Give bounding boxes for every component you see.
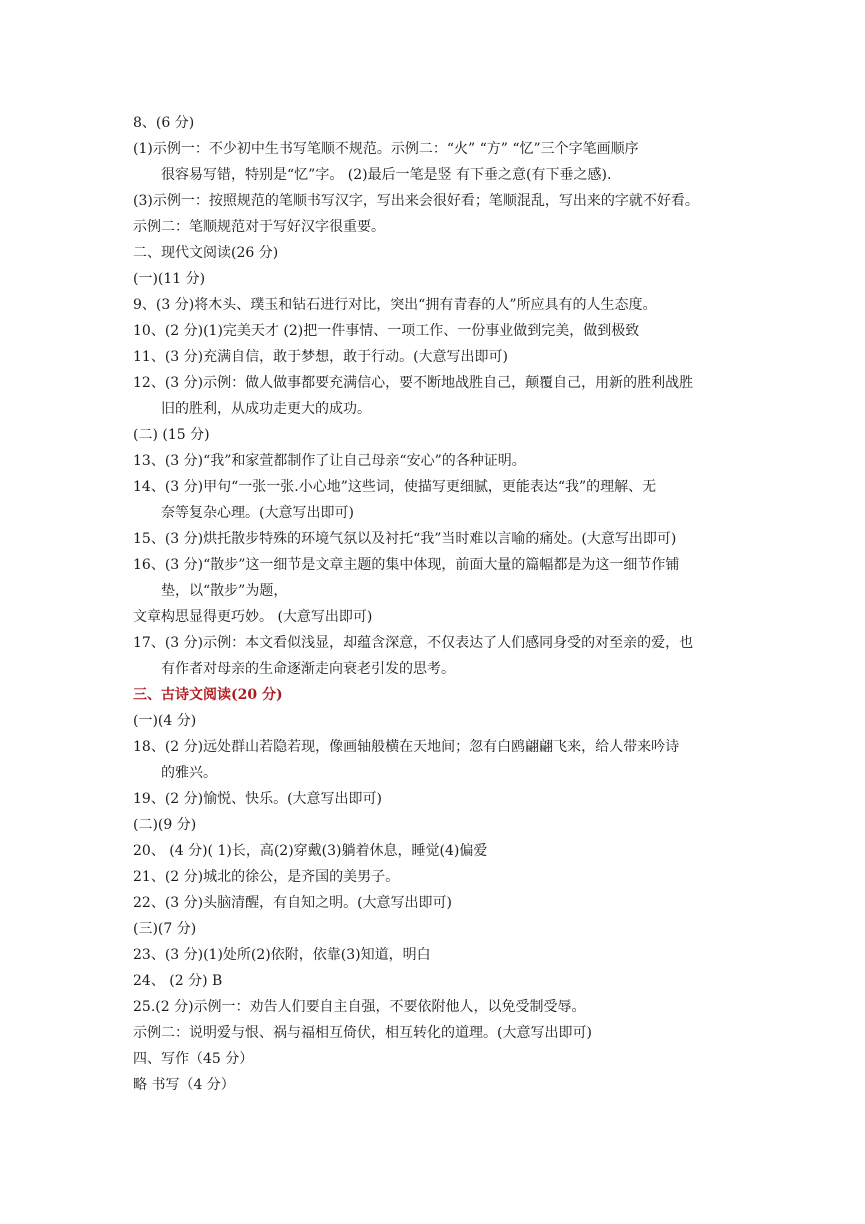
question-8-answer-3-example2: 示例二：笔顺规范对于写好汉字很重要。 bbox=[133, 219, 385, 235]
question-22: 22、(3 分)头脑清醒，有自知之明。(大意写出即可) bbox=[133, 895, 453, 911]
question-25-example2: 示例二：说明爱与恨、祸与福相互倚伏，相互转化的道理。(大意写出即可) bbox=[133, 1025, 592, 1041]
question-10: 10、(2 分)(1)完美天才 (2)把一件事情、一项工作、一份事业做到完美，做到极致 bbox=[133, 323, 640, 339]
answer-key-page bbox=[133, 110, 741, 1098]
question-13: 13、(3 分)“我”和家萱都制作了让自己母亲“安心”的各种证明。 bbox=[133, 453, 526, 469]
question-24: 24、 (2 分) B bbox=[133, 973, 223, 989]
question-11: 11、(3 分)充满自信，敢于梦想，敢于行动。(大意写出即可) bbox=[133, 349, 509, 365]
question-14-cont: 奈等复杂心理。(大意写出即可) bbox=[161, 505, 354, 521]
section-2-part-1: (一)(11 分) bbox=[133, 271, 206, 287]
question-19: 19、(2 分)愉悦、快乐。(大意写出即可) bbox=[133, 791, 383, 807]
question-8-header: 8、(6 分) bbox=[133, 115, 195, 131]
question-8-answer-1-cont: 很容易写错，特别是“忆”字。 (2)最后一笔是竖 有下垂之意(有下垂之感). bbox=[161, 167, 612, 183]
question-23: 23、(3 分)(1)处所(2)依附，依靠(3)知道，明白 bbox=[133, 947, 431, 963]
section-3-part-1: (一)(4 分) bbox=[133, 713, 197, 729]
question-17: 17、(3 分)示例：本文看似浅显，却蕴含深意，不仅表达了人们感同身受的对至亲的爱，也 bbox=[133, 635, 694, 651]
section-3-heading: 三、古诗文阅读(20 分) bbox=[133, 687, 283, 703]
question-15: 15、(3 分)烘托散步特殊的环境气氛以及衬托“我”当时难以言喻的痛处。(大意写出即可) bbox=[133, 531, 677, 547]
question-18: 18、(2 分)远处群山若隐若现，像画轴般横在天地间；忽有白鸥翩翩飞来，给人带来吟诗 bbox=[133, 739, 680, 755]
question-21: 21、(2 分)城北的徐公，是齐国的美男子。 bbox=[133, 869, 400, 885]
question-16: 16、(3 分)“散步”这一细节是文章主题的集中体现，前面大量的篇幅都是为这一细节作铺 bbox=[133, 557, 680, 573]
section-2-heading: 二、现代文阅读(26 分) bbox=[133, 245, 279, 261]
question-25: 25.(2 分)示例一：劝告人们要自主自强，不要依附他人，以免受制受辱。 bbox=[133, 999, 586, 1015]
question-17-cont: 有作者对母亲的生命逐渐走向衰老引发的思考。 bbox=[161, 661, 455, 677]
section-4-heading: 四、写作（45 分） bbox=[133, 1051, 254, 1067]
question-16-cont: 垫，以“散步”为题， bbox=[161, 583, 288, 599]
writing-note: 略 书写（4 分） bbox=[133, 1077, 235, 1093]
section-3-part-3: (三)(7 分) bbox=[133, 921, 197, 937]
question-12: 12、(3 分)示例：做人做事都要充满信心，要不断地战胜自己，颠覆自己，用新的胜利战胜 bbox=[133, 375, 694, 391]
question-20: 20、 (4 分)( 1)长，高(2)穿戴(3)躺着休息，睡觉(4)偏爱 bbox=[133, 843, 488, 859]
question-16-cont-2: 文章构思显得更巧妙。 (大意写出即可) bbox=[133, 609, 373, 625]
question-12-cont: 旧的胜利，从成功走更大的成功。 bbox=[161, 401, 371, 417]
question-9: 9、(3 分)将木头、璞玉和钻石进行对比，突出“拥有青春的人”所应具有的人生态度。 bbox=[133, 297, 657, 313]
section-2-part-2: (二) (15 分) bbox=[133, 427, 210, 443]
section-3-part-2: (二)(9 分) bbox=[133, 817, 197, 833]
question-18-cont: 的雅兴。 bbox=[161, 765, 217, 781]
question-8-answer-3: (3)示例一：按照规范的笔顺书写汉字，写出来会很好看；笔顺混乱，写出来的字就不好看。 bbox=[133, 193, 699, 209]
question-14: 14、(3 分)甲句“一张一张.小心地”这些词，使描写更细腻，更能表达“我”的理解、无 bbox=[133, 479, 657, 495]
question-8-answer-1: (1)示例一：不少初中生书写笔顺不规范。示例二：“火” “方” “忆”三个字笔画顺序 bbox=[133, 141, 639, 157]
